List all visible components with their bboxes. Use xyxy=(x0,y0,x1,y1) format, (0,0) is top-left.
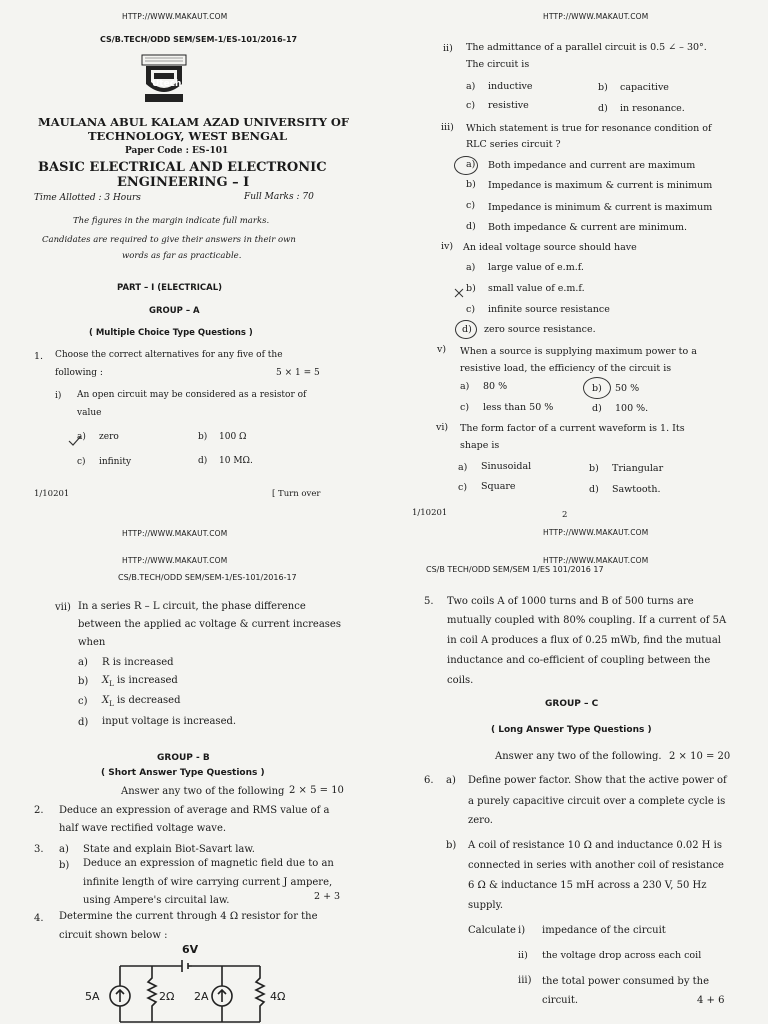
xl-subscript: L xyxy=(109,680,114,688)
q1-line2: following : xyxy=(55,368,103,378)
qiii-line2: RLC series circuit ? xyxy=(466,139,561,150)
q6b-i-text: impedance of the circuit xyxy=(542,925,666,936)
qii-option-d-text: in resonance. xyxy=(620,103,685,114)
paper-ref: CS/B.TECH/ODD SEM/SEM-1/ES-101/2016-17 xyxy=(100,35,298,44)
q6b-ii-label: ii) xyxy=(518,950,528,961)
qvii-line1: In a series R – L circuit, the phase difference xyxy=(78,601,306,612)
q6b-iii-line2: circuit. xyxy=(542,995,579,1006)
qvi-option-b-text: Triangular xyxy=(612,463,664,474)
qi-option-d-label: d) xyxy=(198,456,208,466)
q1-line1: Choose the correct alternatives for any five of the xyxy=(55,350,283,360)
qi-option-b-text: 100 Ω xyxy=(219,432,247,442)
qii-option-c-label: c) xyxy=(466,100,476,111)
qi-option-d-text: 10 MΩ. xyxy=(219,456,253,466)
subject-line2: ENGINEERING – I xyxy=(117,175,250,190)
cross-mark-icon xyxy=(454,283,464,293)
group-b-instruction: Answer any two of the following xyxy=(121,786,285,797)
qi-option-a-label: a) xyxy=(77,432,86,442)
site-url: HTTP://WWW.MAKAUT.COM xyxy=(122,12,228,21)
qiii-option-a-label: a) xyxy=(466,159,476,170)
qiii-number: iii) xyxy=(441,122,454,133)
university-line1: MAULANA ABUL KALAM AZAD UNIVERSITY OF xyxy=(38,115,350,129)
q6b-iii-label: iii) xyxy=(518,975,532,986)
qiii-option-d-label: d) xyxy=(466,221,476,232)
qvii-line3: when xyxy=(78,637,106,648)
q5-line4: inductance and co-efficient of coupling between the xyxy=(447,655,711,666)
q5-line2: mutually coupled with 80% coupling. If a current of 5A xyxy=(447,615,727,626)
q3a-text: State and explain Biot-Savart law. xyxy=(83,844,255,855)
group-a-heading: GROUP – A xyxy=(149,306,200,316)
tick-mark-icon xyxy=(68,432,82,444)
circuit-label-4ohm: 4Ω xyxy=(270,990,286,1003)
q6b-line2: connected in series with another coil of resistance xyxy=(468,860,724,871)
circuit-label-6v: 6V xyxy=(182,943,199,956)
q6a-line1: Define power factor. Show that the active power of xyxy=(468,775,727,786)
qvi-line2: shape is xyxy=(460,440,500,451)
qvi-option-b-label: b) xyxy=(589,463,599,474)
xl-symbol: X xyxy=(102,695,110,706)
qv-option-b-text: 50 % xyxy=(615,383,640,394)
q6b-line4: supply. xyxy=(468,900,504,911)
site-url: HTTP://WWW.MAKAUT.COM xyxy=(122,556,228,565)
circuit-label-5a: 5A xyxy=(85,990,100,1003)
qii-option-b-text: capacitive xyxy=(620,82,669,93)
site-url: HTTP://WWW.MAKAUT.COM xyxy=(122,529,228,538)
circuit-wiring xyxy=(82,944,302,1024)
page2-footer-code: 1/10201 xyxy=(412,508,448,518)
group-b-heading: GROUP - B xyxy=(157,753,210,763)
q6a-line3: zero. xyxy=(468,815,493,826)
q1-marks: 5 × 1 = 5 xyxy=(276,368,320,378)
group-c-marks: 2 × 10 = 20 xyxy=(669,751,731,762)
page1-turn-over: [ Turn over xyxy=(272,489,321,499)
qiii-option-c-text: Impedance is minimum & current is maximum xyxy=(488,202,713,213)
qv-option-c-text: less than 50 % xyxy=(483,402,554,413)
qvii-option-a-text: R is increased xyxy=(102,657,174,668)
group-b-subheading: ( Short Answer Type Questions ) xyxy=(101,768,265,778)
xl-symbol: X xyxy=(102,675,110,686)
q4-line1: Determine the current through 4 Ω resistor for the xyxy=(59,911,318,922)
qv-option-c-label: c) xyxy=(460,402,470,413)
qiv-option-d-text: zero source resistance. xyxy=(484,324,596,335)
group-a-subheading: ( Multiple Choice Type Questions ) xyxy=(89,328,253,338)
q3b-line2: infinite length of wire carrying current J ampere, xyxy=(83,877,333,888)
qvii-line2: between the applied ac voltage & current increases xyxy=(78,619,341,630)
q2-line1: Deduce an expression of average and RMS value of a xyxy=(59,805,330,816)
qii-line1: The admittance of a parallel circuit is 0.5 ∠ – 30°. xyxy=(466,42,707,53)
qvii-option-a-label: a) xyxy=(78,657,88,668)
q6b-calculate: Calculate xyxy=(468,925,516,936)
group-c-subheading: ( Long Answer Type Questions ) xyxy=(491,725,652,735)
qvi-number: vi) xyxy=(436,422,449,433)
q6b-ii-text: the voltage drop across each coil xyxy=(542,950,702,961)
site-url: HTTP://WWW.MAKAUT.COM xyxy=(543,556,649,565)
qi-line2: value xyxy=(77,408,102,418)
qvi-option-d-text: Sawtooth. xyxy=(612,484,661,495)
note-1: The figures in the margin indicate full marks. xyxy=(73,216,270,226)
qii-option-c-text: resistive xyxy=(488,100,529,111)
qiv-option-b-label: b) xyxy=(466,283,476,294)
q3b-label: b) xyxy=(59,860,70,871)
qiii-option-b-text: Impedance is maximum & current is minimum xyxy=(488,180,713,191)
note-2: Candidates are required to give their answers in their own xyxy=(42,235,296,245)
site-url: HTTP://WWW.MAKAUT.COM xyxy=(543,12,649,21)
qiv-line1: An ideal voltage source should have xyxy=(463,242,637,253)
qv-option-a-text: 80 % xyxy=(483,381,508,392)
q6b-i-label: i) xyxy=(518,925,526,936)
qvii-option-c-text xyxy=(102,696,181,708)
qii-line2: The circuit is xyxy=(466,59,530,70)
qii-option-a-label: a) xyxy=(466,81,476,92)
q4-number: 4. xyxy=(34,913,44,924)
qi-line1: An open circuit may be considered as a resistor of xyxy=(77,390,307,400)
qi-option-a-text: zero xyxy=(99,432,119,442)
qii-option-a-text: inductive xyxy=(488,81,533,92)
site-url: HTTP://WWW.MAKAUT.COM xyxy=(543,528,649,537)
q5-line3: in coil A produces a flux of 0.25 mWb, find the mutual xyxy=(447,635,722,646)
group-c-heading: GROUP – C xyxy=(545,699,599,709)
q6-marks: 4 + 6 xyxy=(697,995,725,1006)
qi-option-b-label: b) xyxy=(198,432,208,442)
q3a-label: a) xyxy=(59,844,69,855)
group-c-instruction: Answer any two of the following. xyxy=(495,751,662,762)
q2-number: 2. xyxy=(34,805,44,816)
qiii-line1: Which statement is true for resonance condition of xyxy=(466,123,712,134)
qvii-option-b-label: b) xyxy=(78,676,89,687)
group-b-marks: 2 × 5 = 10 xyxy=(289,785,344,796)
qv-number: v) xyxy=(437,344,447,355)
time-allotted: Time Allotted : 3 Hours xyxy=(34,193,141,203)
q6b-line3: 6 Ω & inductance 15 mH across a 230 V, 50 Hz xyxy=(468,880,707,891)
qvi-option-c-text: Square xyxy=(481,481,516,492)
qiv-option-c-text: infinite source resistance xyxy=(488,304,610,315)
page1-footer-code: 1/10201 xyxy=(34,489,70,499)
qv-option-d-text: 100 %. xyxy=(615,403,649,414)
qiii-option-a-text: Both impedance and current are maximum xyxy=(488,160,696,171)
qvii-number: vii) xyxy=(55,602,71,613)
q6-number: 6. xyxy=(424,775,434,786)
qiv-option-c-label: c) xyxy=(466,304,476,315)
qvi-line1: The form factor of a current waveform is 1. Its xyxy=(460,423,685,434)
university-logo xyxy=(141,54,187,104)
logo-text: Utech xyxy=(152,79,182,89)
page2-number: 2 xyxy=(562,510,568,520)
qiv-number: iv) xyxy=(441,241,454,252)
qiii-option-b-label: b) xyxy=(466,179,476,190)
q3b-line1: Deduce an expression of magnetic field due to an xyxy=(83,858,334,869)
paper-code: Paper Code : ES-101 xyxy=(125,146,229,156)
qiv-option-d-label: d) xyxy=(462,324,472,335)
qvi-option-c-label: c) xyxy=(458,482,468,493)
circuit-diagram xyxy=(82,944,302,1024)
qiv-option-a-text: large value of e.m.f. xyxy=(488,262,584,273)
q4-line2: circuit shown below : xyxy=(59,930,168,941)
q6b-iii-line1: the total power consumed by the xyxy=(542,976,710,987)
qvi-option-d-label: d) xyxy=(589,484,599,495)
note-3: words as far as practicable. xyxy=(122,251,242,261)
qi-option-c-text: infinity xyxy=(99,457,132,467)
q3b-line3: using Ampere's circuital law. xyxy=(83,895,230,906)
qii-option-d-label: d) xyxy=(598,103,608,114)
qiv-option-b-text: small value of e.m.f. xyxy=(488,283,585,294)
qv-line1: When a source is supplying maximum power to a xyxy=(460,346,697,357)
qi-option-c-label: c) xyxy=(77,457,86,467)
qv-option-a-label: a) xyxy=(460,381,470,392)
q6a-label: a) xyxy=(446,775,456,786)
qvii-c-rest: is decreased xyxy=(113,695,181,706)
university-line2: TECHNOLOGY, WEST BENGAL xyxy=(88,129,287,143)
qii-option-b-label: b) xyxy=(598,82,608,93)
xl-subscript: L xyxy=(109,700,114,708)
circuit-label-2a: 2A xyxy=(194,990,209,1003)
qvii-option-d-text: input voltage is increased. xyxy=(102,716,237,727)
qvi-option-a-text: Sinusoidal xyxy=(481,461,532,472)
subject-line1: BASIC ELECTRICAL AND ELECTRONIC xyxy=(38,160,327,175)
qi-number: i) xyxy=(55,391,62,401)
q2-line2: half wave rectified voltage wave. xyxy=(59,823,227,834)
paper-ref-alt: CS/B TECH/ODD SEM/SEM 1/ES 101/2016 17 xyxy=(426,565,604,574)
part-heading: PART – I (ELECTRICAL) xyxy=(117,283,223,293)
q5-line5: coils. xyxy=(447,675,474,686)
qv-option-b-label: b) xyxy=(592,383,602,394)
qiv-option-a-label: a) xyxy=(466,262,476,273)
qvii-option-b-text xyxy=(102,676,178,688)
q6a-line2: a purely capacitive circuit over a complete cycle is xyxy=(468,796,726,807)
qvii-option-d-label: d) xyxy=(78,717,89,728)
circuit-label-2ohm: 2Ω xyxy=(159,990,175,1003)
q6b-label: b) xyxy=(446,840,457,851)
qiii-option-c-label: c) xyxy=(466,200,476,211)
q3-marks: 2 + 3 xyxy=(314,891,341,902)
q3-number: 3. xyxy=(34,844,44,855)
qiii-option-d-text: Both impedance & current are minimum. xyxy=(488,222,688,233)
qii-number: ii) xyxy=(443,43,453,54)
qvii-option-c-label: c) xyxy=(78,696,88,707)
qvii-b-rest: is increased xyxy=(113,675,178,686)
q1-number: 1. xyxy=(34,351,44,362)
q5-number: 5. xyxy=(424,596,434,607)
qv-line2: resistive load, the efficiency of the circuit is xyxy=(460,363,672,374)
paper-ref: CS/B.TECH/ODD SEM/SEM-1/ES-101/2016-17 xyxy=(118,573,297,582)
q5-line1: Two coils A of 1000 turns and B of 500 turns are xyxy=(447,596,694,607)
full-marks: Full Marks : 70 xyxy=(244,192,314,202)
qvi-option-a-label: a) xyxy=(458,462,468,473)
q6b-line1: A coil of resistance 10 Ω and inductance 0.02 H is xyxy=(468,840,723,851)
qv-option-d-label: d) xyxy=(592,403,602,414)
